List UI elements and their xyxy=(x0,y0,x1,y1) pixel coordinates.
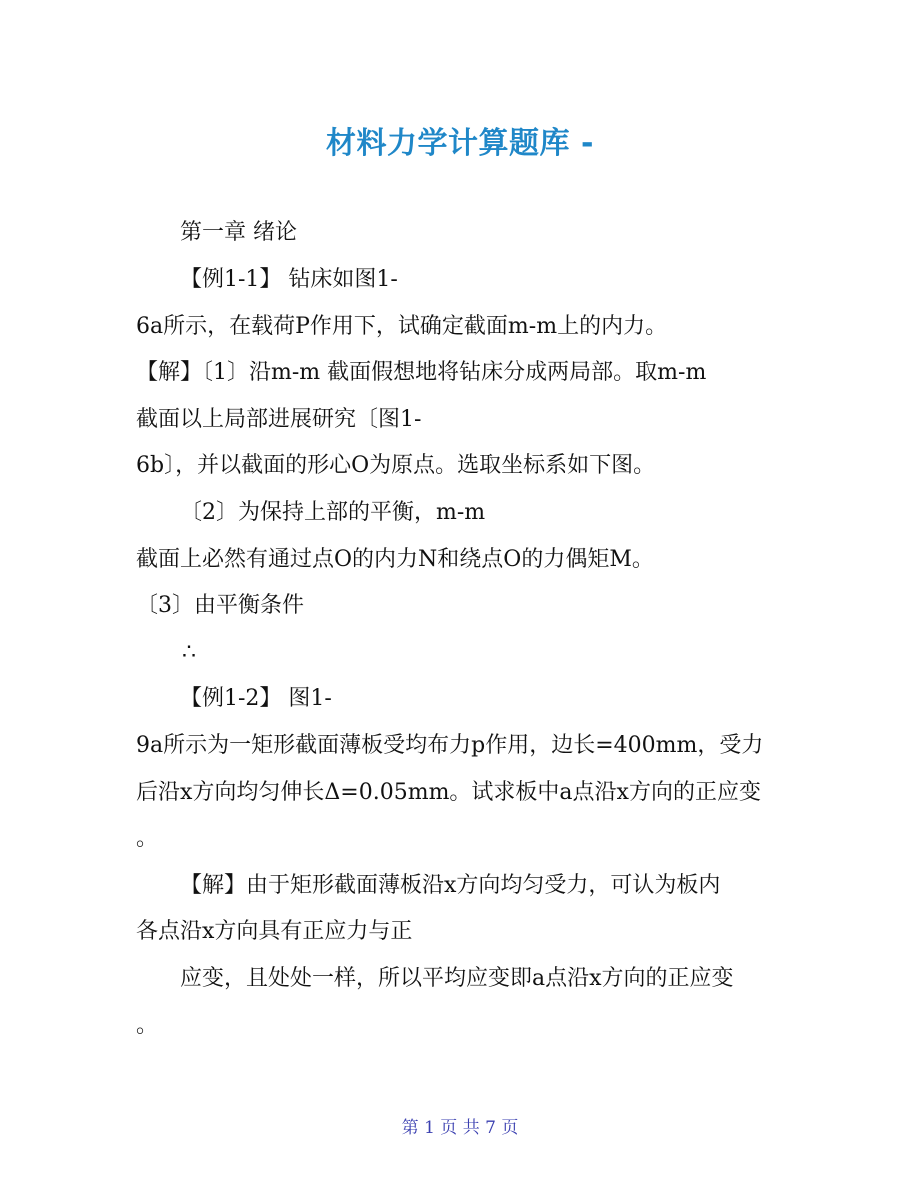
document-title: 材料力学计算题库 - xyxy=(326,126,594,161)
example-1-2-heading: 【例1-2】 图1- xyxy=(180,686,332,711)
page-footer: 第 1 页 共 7 页 xyxy=(401,1118,519,1138)
paragraph-line: 后沿x方向均匀伸长Δ=0.05mm。试求板中a点沿x方向的正应变 xyxy=(136,780,761,805)
step-3-line: 〔3〕由平衡条件 xyxy=(136,593,304,618)
paragraph-line: 。 xyxy=(136,1013,159,1038)
paragraph-line: 应变，且处处一样，所以平均应变即a点沿x方向的正应变 xyxy=(180,966,734,991)
paragraph-line: 截面上必然有通过点O的内力N和绕点O的力偶矩M。 xyxy=(136,547,654,572)
chapter-heading: 第一章 绪论 xyxy=(180,220,297,245)
therefore-symbol: ∴ xyxy=(182,640,196,665)
example-1-1-heading: 【例1-1】 钻床如图1- xyxy=(180,267,398,292)
step-2-line: 〔2〕为保持上部的平衡，m-m xyxy=(180,500,486,525)
paragraph-line: 。 xyxy=(136,826,159,851)
solution-2-line: 【解】由于矩形截面薄板沿x方向均匀受力，可认为板内 xyxy=(180,873,721,898)
paragraph-line: 各点沿x方向具有正应力与正 xyxy=(136,919,413,944)
paragraph-line: 截面以上局部进展研究〔图1- xyxy=(136,407,422,432)
paragraph-line: 6a所示，在载荷P作用下，试确定截面m-m上的内力。 xyxy=(136,314,668,339)
solution-1-line: 【解】〔1〕沿m-m 截面假想地将钻床分成两局部。取m-m xyxy=(136,360,707,385)
paragraph-line: 6b〕，并以截面的形心O为原点。选取坐标系如下图。 xyxy=(136,453,656,478)
paragraph-line: 9a所示为一矩形截面薄板受均布力p作用，边长=400mm，受力 xyxy=(136,733,764,758)
